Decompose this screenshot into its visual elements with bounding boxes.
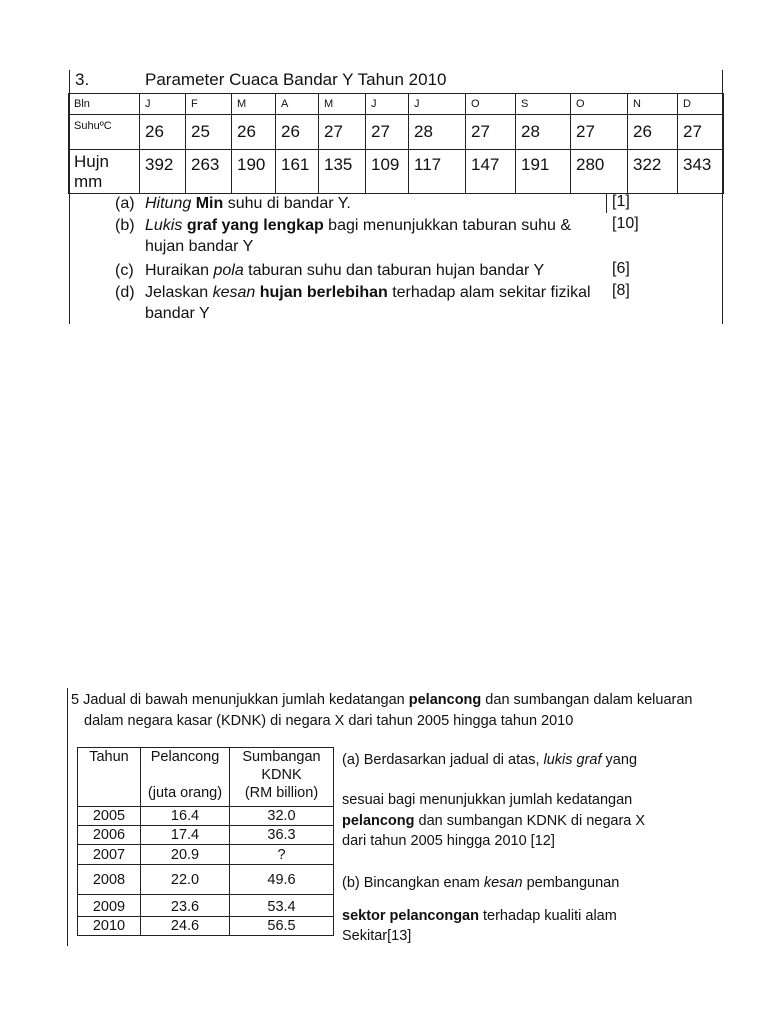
rain-label-line2: mm (74, 172, 103, 191)
month-cell: M (232, 94, 276, 115)
year-cell: 2010 (78, 917, 141, 936)
table-title: Parameter Cuaca Bandar Y Tahun 2010 (145, 70, 447, 89)
rain-cell: 147 (466, 150, 516, 194)
text-italic: kesan (483, 875, 523, 891)
text-bold: Min (195, 195, 224, 212)
text-italic: Lukis (145, 217, 183, 234)
gdp-cell: 36.3 (230, 826, 334, 845)
text: bandar Y (145, 305, 210, 322)
year-cell: 2008 (78, 865, 141, 895)
temp-cell: 27 (366, 115, 409, 150)
part-a-line3 (342, 811, 645, 831)
rain-cell: 280 (571, 150, 628, 194)
rain-cell: 117 (409, 150, 466, 194)
mark-d: [8] (612, 282, 630, 299)
text-bold: pelancong (408, 692, 482, 708)
month-cell: J (409, 94, 466, 115)
rain-cell: 392 (140, 150, 186, 194)
gdp-cell: ? (230, 845, 334, 865)
month-cell: M (319, 94, 366, 115)
weather-table (68, 93, 724, 194)
rain-cell: 161 (276, 150, 319, 194)
temp-cell: 26 (628, 115, 678, 150)
header-tourists-unit: (juta orang) (147, 785, 223, 801)
text: taburan suhu dan taburan hujan bandar Y (243, 262, 545, 279)
header-contrib-label-2: KDNK (261, 767, 302, 783)
question-letter: (a) (115, 195, 135, 212)
text: suhu di bandar Y. (223, 195, 351, 212)
part-a-line2: sesuai bagi menunjukkan jumlah kedatangan (342, 792, 633, 808)
year-cell: 2009 (78, 895, 141, 917)
text-italic: kesan (212, 284, 256, 301)
rain-cell: 322 (628, 150, 678, 194)
question-5-intro (71, 690, 711, 732)
header-tourists-label: Pelancong (150, 749, 220, 765)
month-cell: O (571, 94, 628, 115)
row-label-rain (69, 150, 140, 194)
rain-cell: 109 (366, 150, 409, 194)
rain-label-line1: Hujn (74, 152, 109, 171)
part-b-line3: Sekitar[13] (342, 928, 412, 944)
month-cell: A (276, 94, 319, 115)
temp-cell: 26 (232, 115, 276, 150)
month-row (69, 94, 724, 115)
tourists-cell: 22.0 (141, 865, 230, 895)
text: pembangunan (522, 875, 620, 891)
tourism-table (77, 747, 334, 936)
table-row (78, 845, 334, 865)
part-b-line1 (342, 873, 619, 893)
text-bold: graf yang lengkap (186, 217, 324, 234)
table-row (78, 807, 334, 826)
year-cell: 2007 (78, 845, 141, 865)
text-bold: hujan berlebihan (259, 284, 388, 301)
text: hujan bandar Y (145, 238, 254, 255)
temp-cell: 28 (516, 115, 571, 150)
text: Huraikan (145, 262, 214, 279)
mark-b: [10] (612, 215, 639, 232)
question-b (115, 215, 595, 257)
header-contrib-unit: (RM billion) (244, 785, 319, 801)
month-cell: O (466, 94, 516, 115)
question-a (115, 193, 595, 214)
question-letter: (c) (115, 262, 134, 279)
text: terhadap kualiti alam (478, 908, 617, 924)
year-cell: 2006 (78, 826, 141, 845)
part-a-line1 (342, 750, 637, 770)
temp-cell: 26 (276, 115, 319, 150)
mark-c: [6] (612, 260, 630, 277)
tourists-cell: 17.4 (141, 826, 230, 845)
month-cell: D (678, 94, 724, 115)
question-letter: (d) (115, 284, 135, 301)
text: (a) Berdasarkan jadual di atas, (342, 752, 544, 768)
temp-cell: 27 (319, 115, 366, 150)
rain-cell: 343 (678, 150, 724, 194)
text: yang (601, 752, 638, 768)
month-cell: N (628, 94, 678, 115)
month-cell: F (186, 94, 232, 115)
header-contrib-label: Sumbangan (242, 749, 321, 765)
year-cell: 2005 (78, 807, 141, 826)
header-year: Tahun (78, 748, 141, 807)
tourists-cell: 23.6 (141, 895, 230, 917)
rainfall-row (69, 150, 724, 194)
mark-a: [1] (612, 193, 630, 210)
rain-cell: 135 (319, 150, 366, 194)
tourists-cell: 16.4 (141, 807, 230, 826)
text-bold: sektor pelancongan (342, 908, 479, 924)
temperature-row (69, 115, 724, 150)
tourists-cell: 24.6 (141, 917, 230, 936)
rain-cell: 190 (232, 150, 276, 194)
text-italic: lukis graf (543, 752, 602, 768)
text-bold: pelancong (342, 813, 415, 829)
text: 5 Jadual di bawah menunjukkan jumlah kedatangan (71, 692, 409, 708)
table-row (78, 917, 334, 936)
temp-cell: 27 (466, 115, 516, 150)
question-c (115, 260, 595, 281)
mark-divider (606, 193, 607, 213)
row-label-month: Bln (69, 94, 140, 115)
text: dalam negara kasar (KDNK) di negara X dari tahun 2005 hingga tahun 2010 (84, 713, 574, 729)
text: bagi menunjukkan taburan suhu & (323, 217, 572, 234)
table-row (78, 895, 334, 917)
header-contribution (230, 748, 334, 807)
text-italic: Hitung (145, 195, 192, 212)
text: dan sumbangan dalam keluaran (481, 692, 693, 708)
table-row (78, 826, 334, 845)
temp-cell: 27 (571, 115, 628, 150)
month-cell: S (516, 94, 571, 115)
gdp-cell: 49.6 (230, 865, 334, 895)
header-tourists (141, 748, 230, 807)
q5-left-border (67, 688, 68, 946)
text: dan sumbangan KDNK di negara X (414, 813, 646, 829)
text-italic: pola (213, 262, 244, 279)
table-row (78, 865, 334, 895)
question-d (115, 282, 595, 324)
rain-cell: 263 (186, 150, 232, 194)
tourists-cell: 20.9 (141, 845, 230, 865)
month-cell: J (366, 94, 409, 115)
text: terhadap alam sekitar fizikal (387, 284, 591, 301)
temp-cell: 26 (140, 115, 186, 150)
row-label-temp: SuhuºC (69, 115, 140, 150)
question-letter: (b) (115, 217, 135, 234)
month-cell: J (140, 94, 186, 115)
gdp-cell: 53.4 (230, 895, 334, 917)
temp-cell: 27 (678, 115, 724, 150)
part-a-line4: dari tahun 2005 hingga 2010 [12] (342, 833, 555, 849)
gdp-cell: 56.5 (230, 917, 334, 936)
temp-cell: 25 (186, 115, 232, 150)
text: (b) Bincangkan enam (342, 875, 484, 891)
rain-cell: 191 (516, 150, 571, 194)
gdp-cell: 32.0 (230, 807, 334, 826)
part-b-line2 (342, 906, 617, 926)
table-header-row (78, 748, 334, 807)
text: Jelaskan (145, 284, 213, 301)
temp-cell: 28 (409, 115, 466, 150)
question-number: 3. (75, 70, 90, 89)
